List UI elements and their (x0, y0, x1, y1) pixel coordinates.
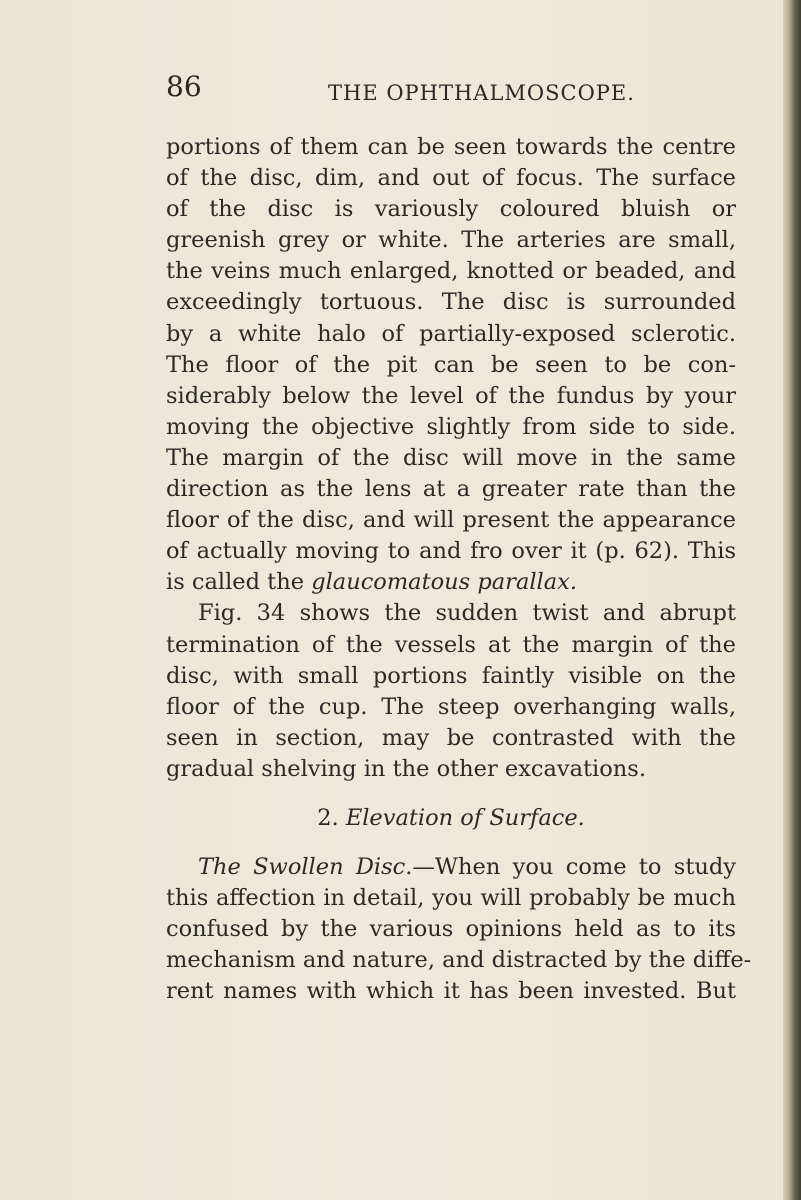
text-line: floor of the disc, and will present the appearance (166, 507, 736, 534)
text-line: exceedingly tortuous. The disc is surrounded (166, 289, 736, 316)
section-spacer (166, 785, 736, 803)
text-line: greenish grey or white. The arteries are small, (166, 227, 736, 254)
text-line: siderably below the level of the fundus by your (166, 382, 736, 409)
section-number: 2. (317, 804, 339, 831)
text-line: disc, with small portions faintly visible on the (166, 662, 736, 689)
italic-term: glaucomatous parallax. (311, 569, 578, 596)
text-line: rent names with which it has been invested. But (166, 978, 736, 1005)
text-line: direction as the lens at a greater rate than the (166, 476, 736, 503)
text-line: this affection in detail, you will probably be much (166, 885, 736, 912)
text-line: the veins much enlarged, knotted or beaded, and (166, 258, 736, 285)
body-text (166, 132, 752, 1008)
text-line: of the disc is variously coloured bluish or (166, 196, 736, 223)
page-edge-shadow (783, 0, 801, 1200)
text-line: mechanism and nature, and distracted by the diffe- (166, 947, 752, 974)
text-line: of actually moving to and fro over it (p. 62). This (166, 538, 736, 565)
text-line: by a white halo of partially-exposed sclerotic. (166, 320, 736, 347)
text-line: The floor of the pit can be seen to be con- (166, 351, 736, 378)
text-line: confused by the various opinions held as to its (166, 916, 736, 943)
running-head (166, 72, 736, 106)
section-spacer (166, 834, 736, 852)
page-number: 86 (166, 70, 202, 103)
text-line: portions of them can be seen towards the centre (166, 134, 736, 160)
text-line: The margin of the disc will move in the same (166, 444, 736, 471)
text-line (166, 567, 736, 598)
section-title: Elevation of Surface. (345, 804, 585, 831)
section-heading (166, 803, 736, 834)
text-line: floor of the cup. The steep overhanging walls, (166, 693, 736, 720)
text-span: is called the (166, 569, 312, 596)
text-line: gradual shelving in the other excavations. (166, 755, 646, 782)
running-title: THE OPHTHALMOSCOPE. (328, 81, 635, 105)
text-span: —When you come to study (412, 854, 736, 881)
text-line (166, 852, 736, 883)
text-line: Fig. 34 shows the sudden twist and abrupt (198, 600, 736, 627)
text-line: termination of the vessels at the margin of the (166, 631, 736, 658)
text-line: of the disc, dim, and out of focus. The surface (166, 165, 736, 192)
subsection-title: The Swollen Disc. (198, 854, 413, 881)
text-line: moving the objective slightly from side to side. (166, 413, 736, 440)
text-line: seen in section, may be contrasted with the (166, 724, 736, 751)
